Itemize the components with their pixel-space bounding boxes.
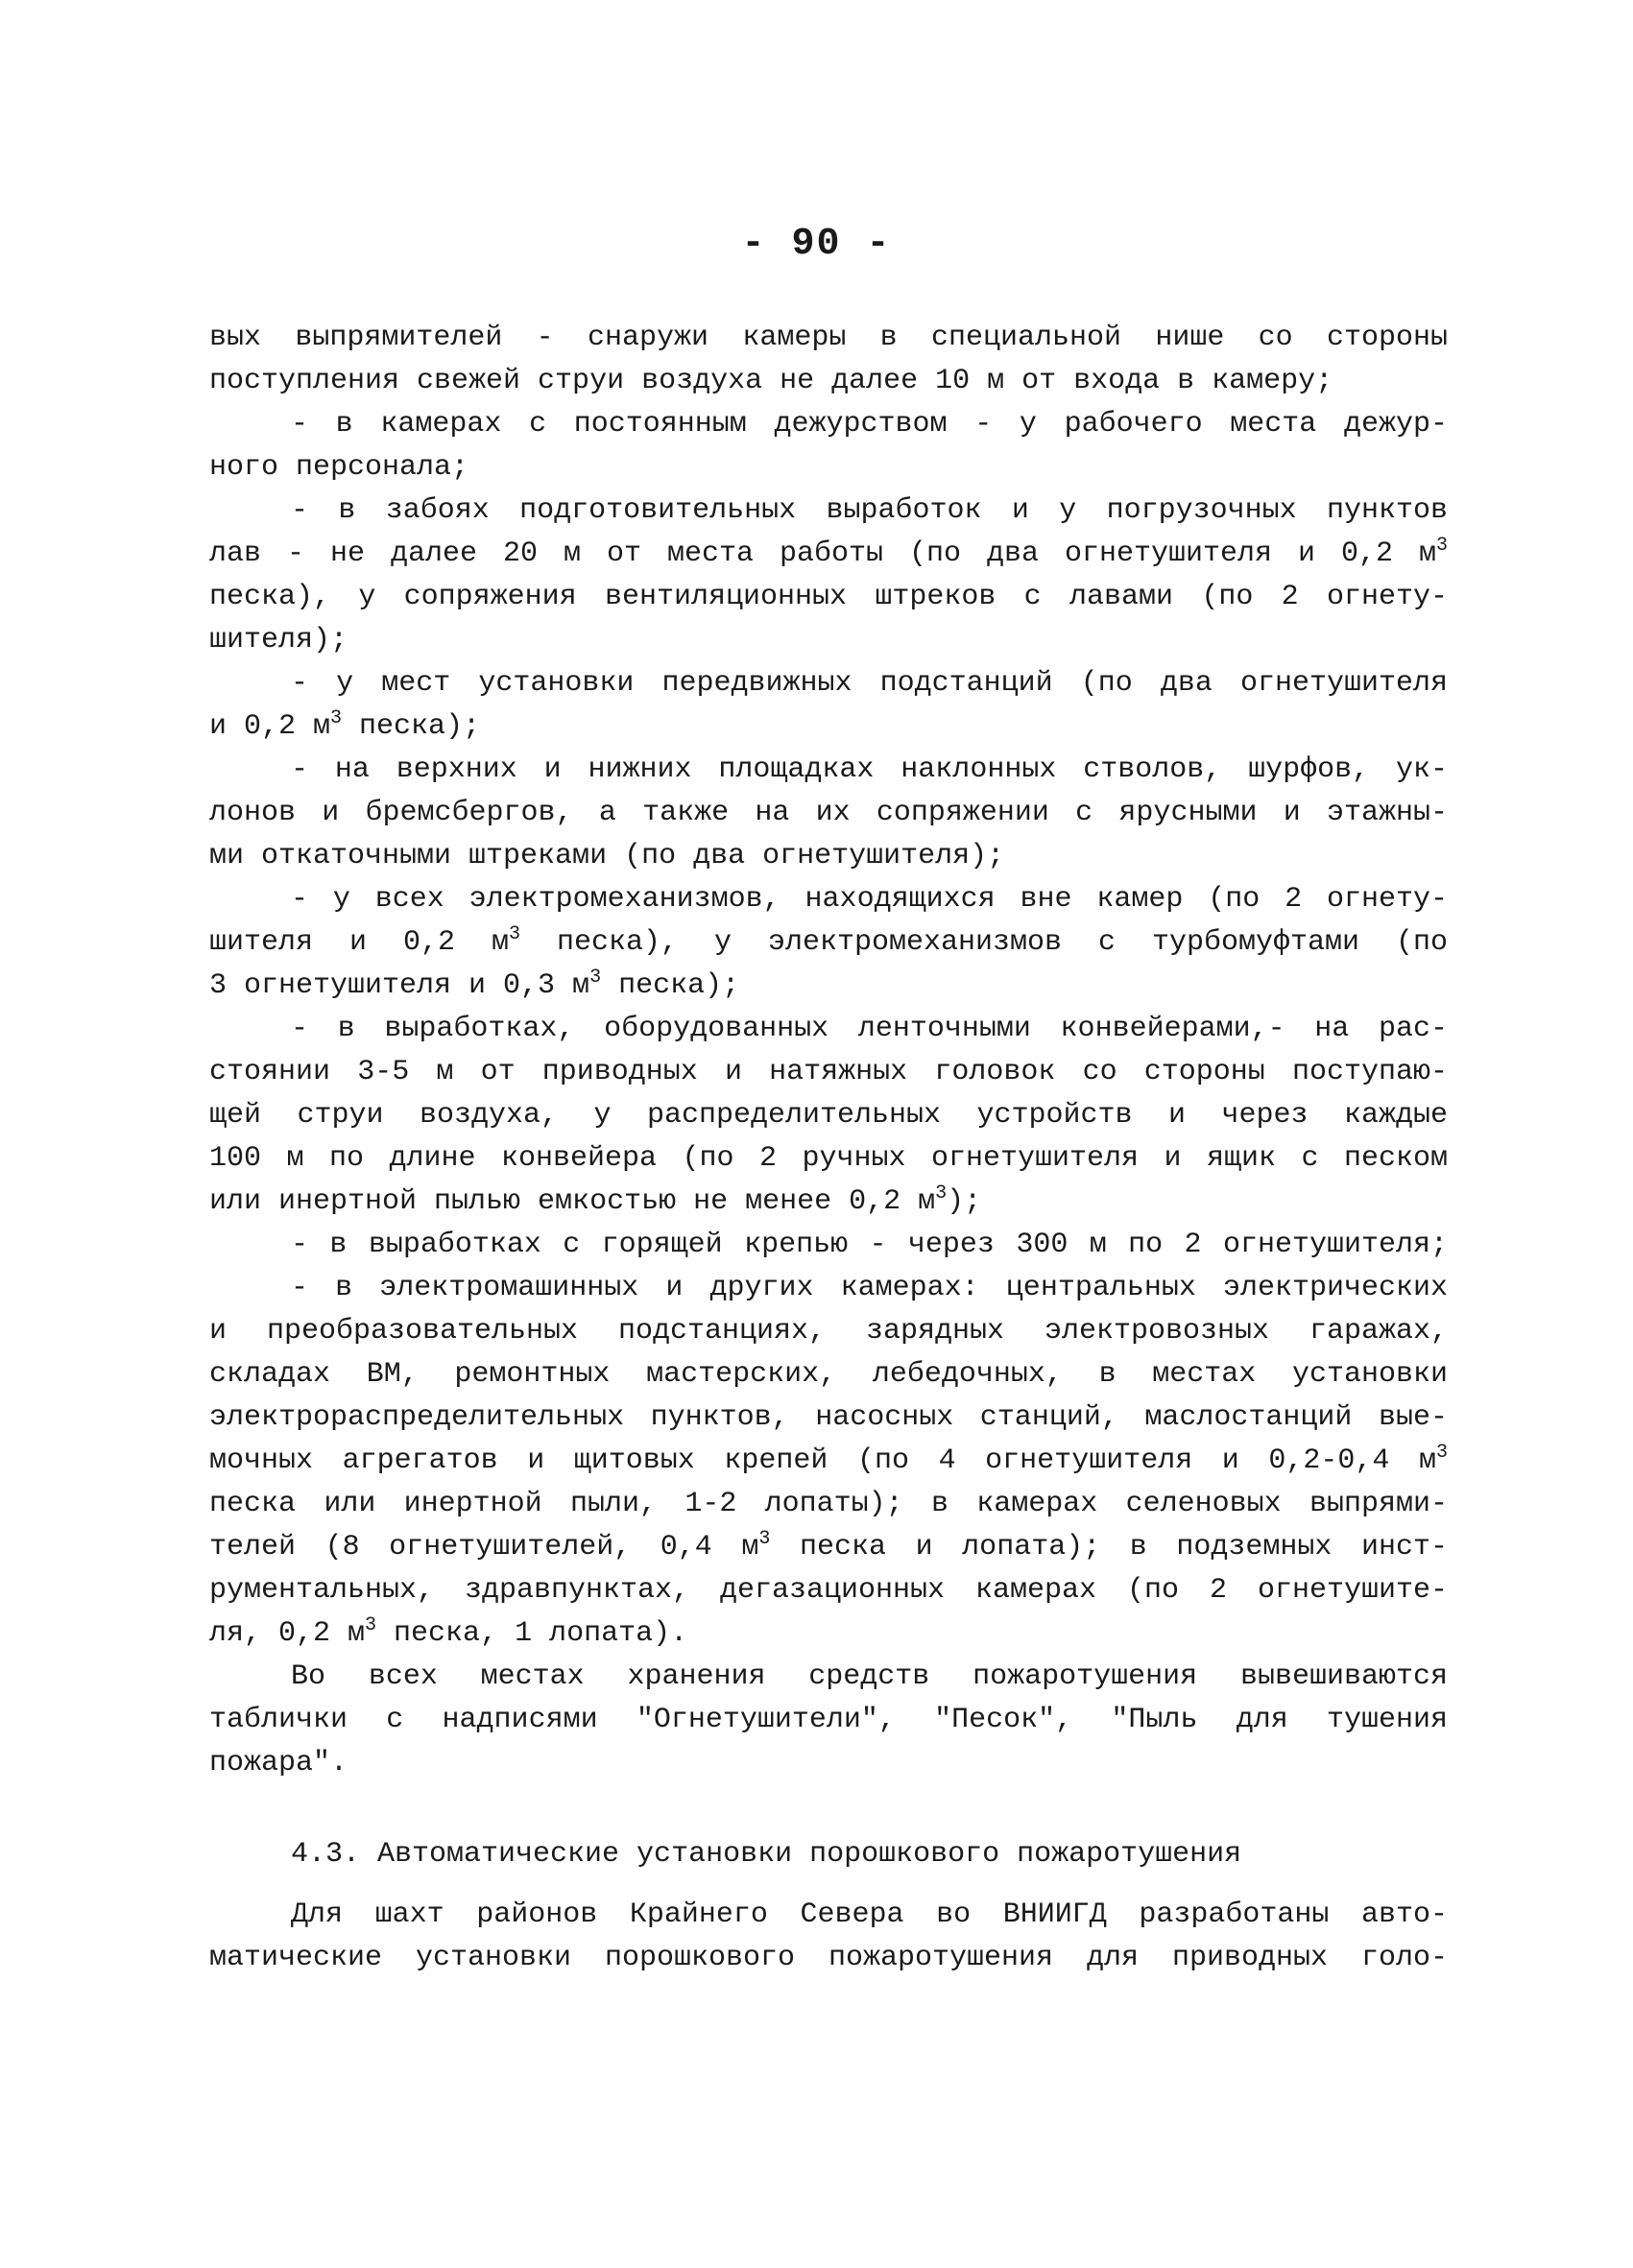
text-line: лав - не далее 20 м от места работы (по два огнетушителя и 0,2 $м^3$: [209, 535, 1448, 570]
text-line: ля, 0,2 $м^3$ песка, 1 лопата).: [209, 1614, 688, 1650]
text-line: - у мест установки передвижных подстанций (по два огнетушителя: [291, 667, 1448, 700]
text-line: и 0,2 $м^3$ песка);: [209, 707, 481, 743]
body-text: [209, 317, 1448, 1980]
text-line: лонов и бремсбергов, а также на их сопряжении с ярусными и этажны-: [209, 797, 1448, 829]
text-line: мочных агрегатов и щитовых крепей (по 4 огнетушителя и 0,2-0,4 $м^3$: [209, 1442, 1448, 1477]
text-line: матические установки порошкового пожаротушения для приводных голо-: [209, 1942, 1448, 1974]
text-line: шителя и 0,2 $м^3$ песка), у электромеханизмов с турбомуфтами (по: [209, 923, 1449, 959]
superscript-3: 3: [589, 967, 602, 989]
text-line: - у всех электромеханизмов, находящихся вне камер (по 2 огнету-: [291, 883, 1448, 916]
section-gap: [209, 1876, 1448, 1894]
text-line: Для шахт районов Крайнего Севера во ВНИИГД разработаны авто-: [291, 1898, 1448, 1931]
text-line: складах ВМ, ремонтных мастерских, лебедочных, в местах установки: [209, 1358, 1448, 1391]
superscript-3: 3: [330, 707, 343, 729]
text-line: пожара".: [209, 1747, 348, 1779]
text-line: поступления свежей струи воздуха не далее 10 м от входа в камеру;: [209, 365, 1333, 397]
text-line: - в камерах с постоянным дежурством - у рабочего места дежур-: [291, 408, 1448, 441]
text-line: песка), у сопряжения вентиляционных штреков с лавами (по 2 огнету-: [209, 581, 1448, 613]
superscript-3: 3: [1435, 1442, 1448, 1464]
text-line: и преобразовательных подстанциях, зарядных электровозных гаражах,: [209, 1315, 1448, 1348]
text-line: шителя);: [209, 624, 348, 657]
text-line: или инертной пылью емкостью не менее 0,2 $м^3$);: [209, 1182, 982, 1218]
superscript-3: 3: [508, 923, 520, 945]
text-line: рументальных, здравпунктах, дегазационных камерах (по 2 огнетушите-: [209, 1574, 1448, 1607]
section-gap: [209, 1785, 1448, 1833]
text-line: телей (8 огнетушителей, 0,4 $м^3$ песка и лопата); в подземных инст-: [209, 1528, 1448, 1564]
text-line: - в забоях подготовительных выработок и у погрузочных пунктов: [291, 494, 1448, 527]
section-heading: 4.3. Автоматические установки порошкового пожаротушения: [291, 1838, 1242, 1871]
text-line: электрораспределительных пунктов, насосных станций, маслостанций вые-: [209, 1401, 1448, 1434]
text-line: Во всех местах хранения средств пожаротушения вывешиваются: [291, 1660, 1448, 1693]
text-line: ного персонала;: [209, 451, 469, 484]
text-line: 100 м по длине конвейера (по 2 ручных огнетушителя и ящик с песком: [209, 1142, 1448, 1175]
text-line: - в электромашинных и других камерах: центральных электрических: [291, 1272, 1448, 1304]
superscript-3: 3: [935, 1182, 948, 1205]
text-line: ми откаточными штреками (по два огнетушителя);: [209, 840, 1005, 872]
superscript-3: 3: [365, 1614, 377, 1636]
text-line: - на верхних и нижних площадках наклонных стволов, шурфов, ук-: [291, 753, 1448, 786]
text-line: таблички с надписями "Огнетушители", "Песок", "Пыль для тушения: [209, 1704, 1448, 1736]
text-line: вых выпрямителей - снаружи камеры в специальной нише со стороны: [209, 322, 1448, 354]
text-line: - в выработках с горящей крепью - через 300 м по 2 огнетушителя;: [291, 1229, 1448, 1261]
text-line: стоянии 3-5 м от приводных и натяжных головок со стороны поступаю-: [209, 1056, 1448, 1088]
text-line: песка или инертной пыли, 1-2 лопаты); в камерах селеновых выпрями-: [209, 1488, 1448, 1520]
text-line: щей струи воздуха, у распределительных устройств и через каждые: [209, 1099, 1448, 1132]
text-line: 3 огнетушителя и 0,3 $м^3$ песка);: [209, 967, 740, 1002]
text-line: - в выработках, оборудованных ленточными конвейерами,- на рас-: [291, 1013, 1448, 1045]
page-number: - 90 -: [741, 223, 892, 266]
superscript-3: 3: [758, 1528, 771, 1550]
superscript-3: 3: [1435, 535, 1448, 557]
